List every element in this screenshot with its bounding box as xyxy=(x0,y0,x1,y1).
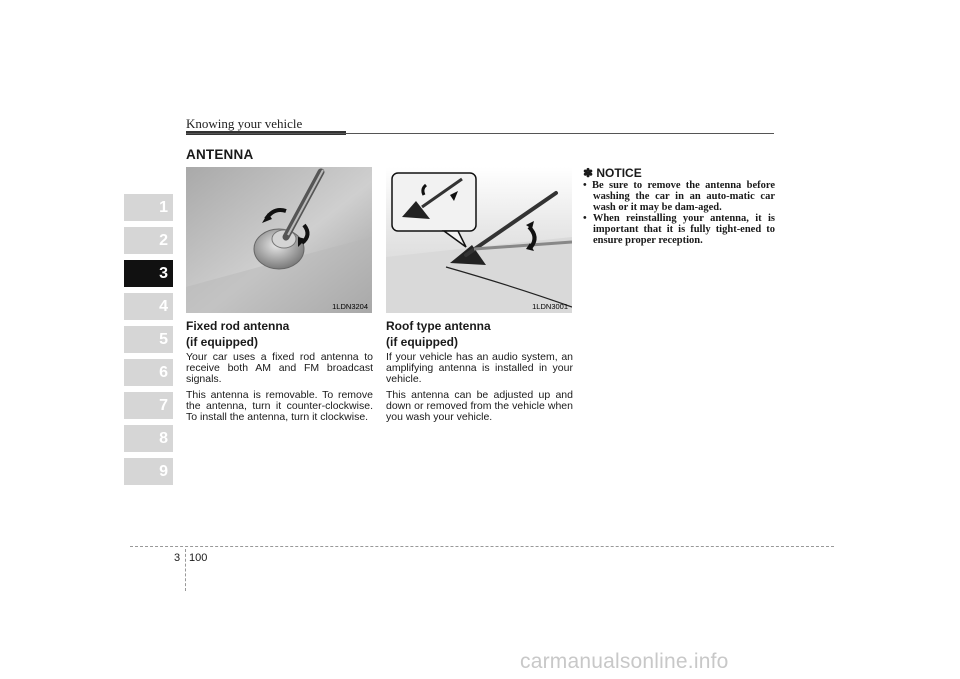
roof-antenna-illustration xyxy=(386,167,572,313)
notice-list xyxy=(583,180,775,246)
chapter-tab-9[interactable]: 9 xyxy=(124,458,173,485)
watermark: carmanualsonline.info xyxy=(520,650,729,673)
fixed-rod-paragraph-2: This antenna is removable. To remove the antenna, turn it counter-clockwise. To install the antenna, turn it clockwise. xyxy=(186,388,373,424)
roof-antenna-heading-line2: (if equipped) xyxy=(386,335,458,349)
footer-vertical-divider xyxy=(185,549,186,591)
fixed-rod-heading-line1: Fixed rod antenna xyxy=(186,319,290,333)
roof-antenna-heading-line1: Roof type antenna xyxy=(386,319,491,333)
roof-antenna-section xyxy=(386,320,573,427)
chapter-tab-7[interactable]: 7 xyxy=(124,392,173,419)
running-header: Knowing your vehicle xyxy=(186,116,303,131)
figure-code: 1LDN3001 xyxy=(532,302,568,311)
chapter-tab-3[interactable]: 3 xyxy=(124,260,173,287)
roof-antenna-paragraph-2: This antenna can be adjusted up and down or removed from the vehicle when you wash your vehicle. xyxy=(386,388,573,424)
chapter-tab-2[interactable]: 2 xyxy=(124,227,173,254)
chapter-tab-1[interactable]: 1 xyxy=(124,194,173,221)
figure-code: 1LDN3204 xyxy=(332,302,368,311)
roof-antenna-paragraph-1: If your vehicle has an audio system, an amplifying antenna is installed in your vehicle. xyxy=(386,351,573,386)
fixed-rod-antenna-illustration xyxy=(186,167,372,313)
fixed-rod-antenna-figure xyxy=(186,167,372,313)
roof-antenna-figure xyxy=(386,167,572,313)
footer-page-number: 100 xyxy=(189,552,208,564)
footer-divider xyxy=(130,546,834,547)
notice-title: ✽ NOTICE xyxy=(583,166,642,180)
notice-item: • When reinstalling your antenna, it is important that it is fully tight-ened to ensure proper reception. xyxy=(583,213,775,246)
chapter-tab-8[interactable]: 8 xyxy=(124,425,173,452)
chapter-tab-5[interactable]: 5 xyxy=(124,326,173,353)
fixed-rod-section xyxy=(186,320,373,427)
fixed-rod-heading-line2: (if equipped) xyxy=(186,335,258,349)
chapter-tab-6[interactable]: 6 xyxy=(124,359,173,386)
fixed-rod-paragraph-1: Your car uses a fixed rod antenna to receive both AM and FM broadcast signals. xyxy=(186,351,373,386)
chapter-tab-4[interactable]: 4 xyxy=(124,293,173,320)
header-rule xyxy=(186,133,774,134)
section-title: ANTENNA xyxy=(186,147,254,162)
footer-chapter-number: 3 xyxy=(174,552,181,564)
notice-item: • Be sure to remove the antenna before washing the car in an auto-matic car wash or it may be dam-aged. xyxy=(583,180,775,213)
